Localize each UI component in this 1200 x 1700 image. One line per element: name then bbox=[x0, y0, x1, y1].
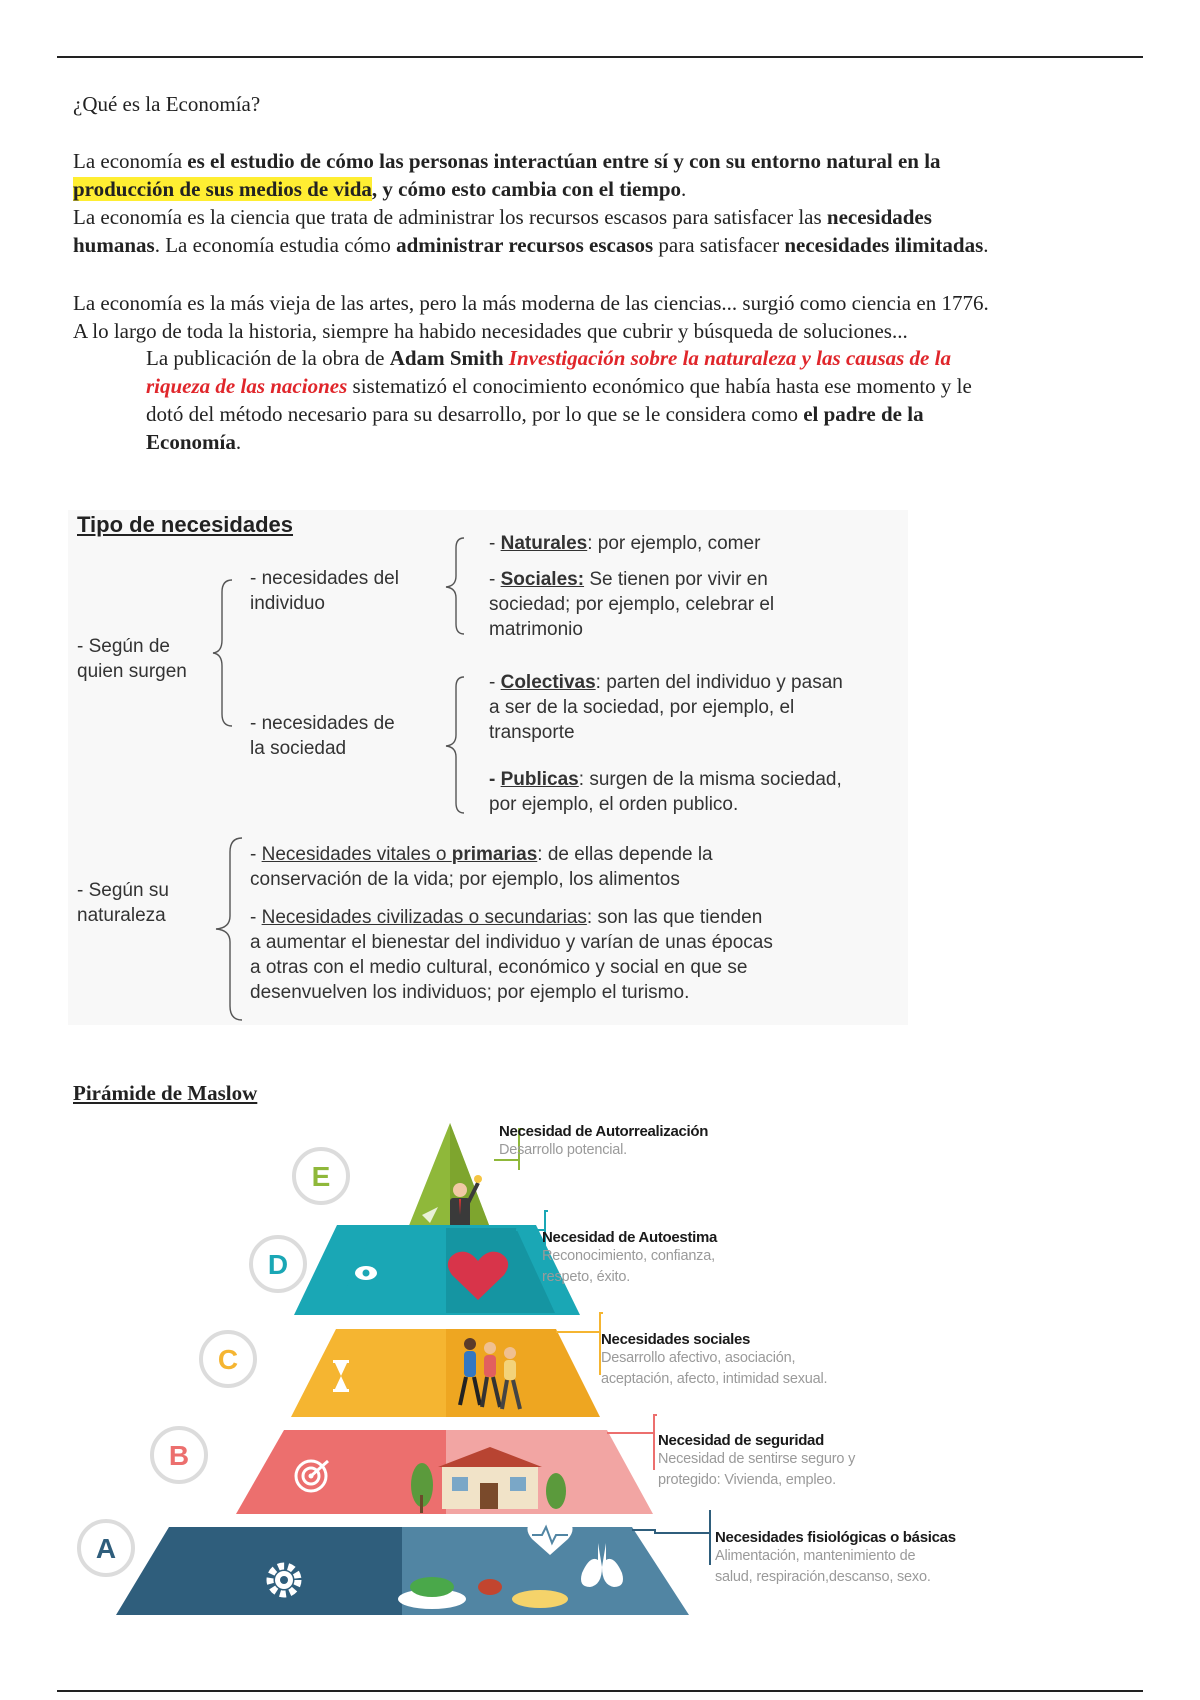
vitales-item: - Necesidades vitales o primarias: de ellas depende la conservación de la vida; por ejemplo, los alimentos bbox=[250, 844, 713, 890]
segun-naturaleza-label: - Según su naturaleza bbox=[77, 880, 169, 926]
eye-icon bbox=[355, 1266, 377, 1280]
naturales-item: - Naturales: por ejemplo, comer bbox=[489, 533, 761, 554]
sociedad-label: - necesidades de la sociedad bbox=[250, 713, 395, 759]
brace-individuo bbox=[442, 536, 468, 636]
maslow-label-c: Necesidades sociales Desarrollo afectivo, asociación, aceptación, afecto, intimidad sexual. bbox=[601, 1331, 828, 1387]
civilizadas-item: - Necesidades civilizadas o secundarias: son las que tienden a aumentar el bienestar del individuo y varían de unas épocas a otras con el medio cultural, económico y social en que se desenvuelven los individuos; por ejemplo el turismo. bbox=[250, 907, 773, 1003]
maslow-title: Pirámide de Maslow bbox=[73, 1081, 258, 1105]
maslow-label-b: Necesidad de seguridad Necesidad de sentirse seguro y protegido: Vivienda, empleo. bbox=[658, 1432, 856, 1488]
intro-paragraph-3: La economía es la más vieja de las artes, pero la más moderna de las ciencias... surgió como ciencia en 1776. A lo largo de toda la historia, siempre ha habido necesidades que cubrir y búsqueda de soluciones... bbox=[73, 291, 989, 343]
individuo-label: - necesidades del individuo bbox=[250, 568, 399, 614]
maslow-letter-b: B bbox=[168, 1440, 190, 1471]
maslow-label-d: Necesidad de Autoestima Reconocimiento, confianza, respeto, éxito. bbox=[542, 1229, 718, 1285]
maslow-letter-c: C bbox=[217, 1344, 239, 1375]
colectivas-item: - Colectivas: parten del individuo y pasan a ser de la sociedad, por ejemplo, el transporte bbox=[489, 672, 843, 743]
needs-title: Tipo de necesidades bbox=[77, 512, 294, 537]
maslow-letter-d: D bbox=[267, 1249, 289, 1280]
maslow-level-b bbox=[152, 1415, 657, 1514]
maslow-level-d bbox=[251, 1211, 584, 1315]
top-rule bbox=[57, 56, 1143, 58]
brace-sociedad bbox=[442, 675, 468, 815]
brace-naturaleza bbox=[212, 836, 246, 1022]
segun-quien-label: - Según de quien surgen bbox=[77, 636, 187, 682]
maslow-level-e bbox=[294, 1123, 523, 1238]
intro-paragraph-1: La economía es el estudio de cómo las personas interactúan entre sí y con su entorno natural en la producción de sus medios de vida, y cómo esto cambia con el tiempo. bbox=[73, 149, 941, 201]
brace-quien bbox=[210, 578, 236, 728]
publicas-item: - Publicas: surgen de la misma sociedad, por ejemplo, el orden publico. bbox=[489, 769, 842, 815]
intro-paragraph-2: La economía es la ciencia que trata de administrar los recursos escasos para satisfacer las necesidades humanas. La economía estudia cómo administrar recursos escasos para satisfacer necesidades ilimitadas. bbox=[73, 205, 989, 257]
maslow-letter-a: A bbox=[95, 1533, 117, 1564]
sociales-item: - Sociales: Se tienen por vivir en sociedad; por ejemplo, celebrar el matrimonio bbox=[489, 569, 775, 640]
intro-question: ¿Qué es la Economía? bbox=[73, 92, 261, 116]
maslow-level-c bbox=[201, 1313, 603, 1417]
maslow-label-a: Necesidades fisiológicas o básicas Alimentación, mantenimiento de salud, respiración,descanso, sexo. bbox=[715, 1529, 956, 1585]
bottom-rule bbox=[57, 1690, 1143, 1692]
maslow-label-e: Necesidad de Autorrealización Desarrollo potencial. bbox=[499, 1123, 709, 1158]
adam-smith-paragraph: La publicación de la obra de Adam Smith Investigación sobre la naturaleza y las causas de la riqueza de las naciones sistematizó el conocimiento económico que había hasta ese momento y le dotó del método necesario para su desarrollo, por lo que se le considera como el padre de la Economía. bbox=[146, 346, 972, 454]
maslow-level-a bbox=[79, 1510, 710, 1615]
maslow-letter-e: E bbox=[311, 1161, 331, 1192]
